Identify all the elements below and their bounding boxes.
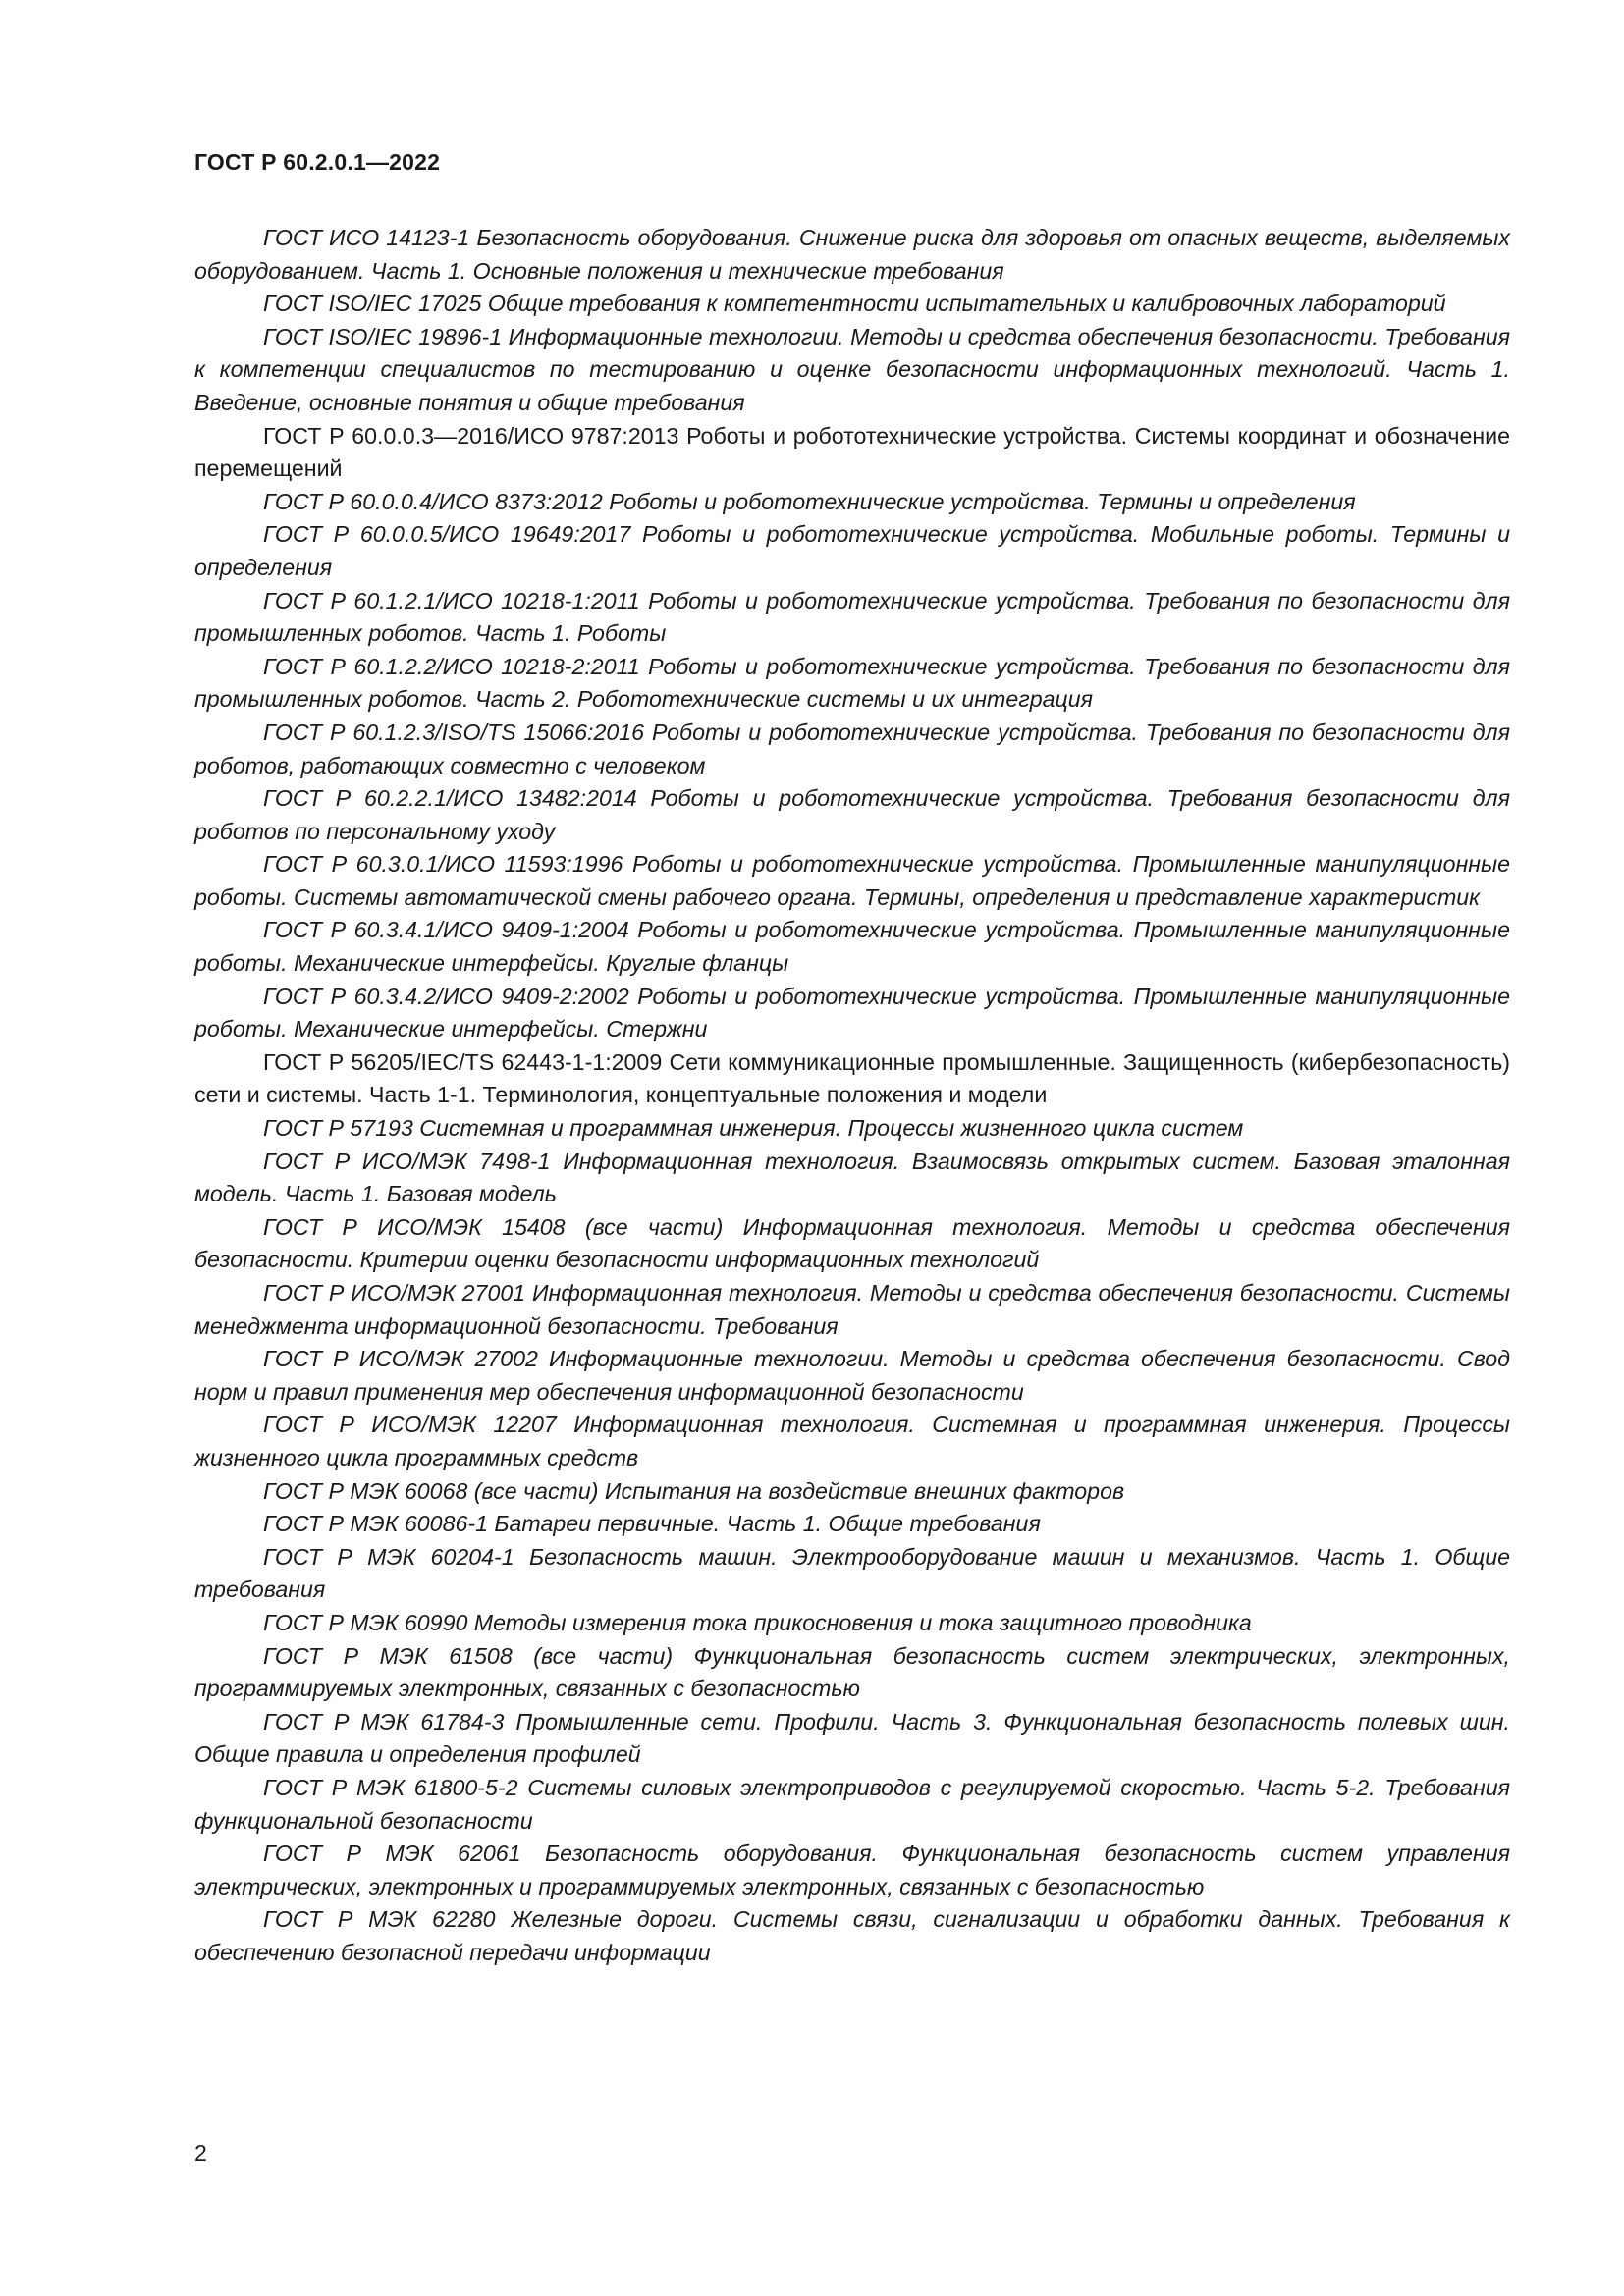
reference-entry: ГОСТ ИСО 14123-1 Безопасность оборудования. Снижение риска для здоровья от опасных веществ, выделяемых оборудованием. Часть 1. Основные положения и технические требования [194,225,1510,284]
reference-entry: ГОСТ Р ИСО/МЭК 7498-1 Информационная технология. Взаимосвязь открытых систем. Базовая эталонная модель. Часть 1. Базовая модель [194,1148,1510,1207]
normative-references-list [194,222,1510,1969]
reference-entry: ГОСТ Р 60.0.0.5/ИСО 19649:2017 Роботы и робототехнические устройства. Мобильные роботы. Термины и определения [194,521,1510,580]
reference-entry: ГОСТ Р ИСО/МЭК 12207 Информационная технология. Системная и программная инженерия. Процессы жизненного цикла программных средств [194,1412,1510,1470]
reference-entry: ГОСТ Р 60.1.2.1/ИСО 10218-1:2011 Роботы и робототехнические устройства. Требования по безопасности для промышленных роботов. Часть 1. Роботы [194,587,1510,647]
reference-entry: ГОСТ Р 56205/IEC/TS 62443-1-1:2009 Сети коммуникационные промышленные. Защищенность (кибербезопасность) сети и системы. Часть 1-1. Терминология, концептуальные положения и модели [194,1048,1510,1108]
reference-entry: ГОСТ Р 60.1.2.3/ISO/TS 15066:2016 Роботы и робототехнические устройства. Требования по безопасности для роботов, работающих совместно с человеком [194,719,1510,778]
reference-entry: ГОСТ Р ИСО/МЭК 27002 Информационные технологии. Методы и средства обеспечения безопасности. Свод норм и правил применения мер обеспечения информационной безопасности [194,1346,1510,1405]
reference-entry: ГОСТ Р МЭК 60990 Методы измерения тока прикосновения и тока защитного проводника [263,1609,1252,1635]
reference-entry: ГОСТ Р МЭК 60204-1 Безопасность машин. Электрооборудование машин и механизмов. Часть 1. Общие требования [194,1543,1510,1603]
reference-entry: ГОСТ ISO/IEC 19896-1 Информационные технологии. Методы и средства обеспечения безопасности. Требования к компетенции специалистов по тестированию и оценке безопасности информационных технологий. Часть 1. Введение, основные понятия и общие требования [194,323,1510,415]
reference-entry: ГОСТ Р 60.0.0.3—2016/ИСО 9787:2013 Роботы и робототехнические устройства. Системы координат и обозначение перемещений [194,422,1510,482]
reference-entry: ГОСТ Р МЭК 61800-5-2 Системы силовых электроприводов с регулируемой скоростью. Часть 5-2. Требования функциональной безопасности [194,1774,1510,1834]
page-number: 2 [194,2140,207,2165]
reference-entry: ГОСТ Р МЭК 61508 (все части) Функциональная безопасность систем электрических, электронных, программируемых электронных, связанных с безопасностью [194,1642,1510,1702]
reference-entry: ГОСТ Р ИСО/МЭК 15408 (все части) Информационная технология. Методы и средства обеспечения безопасности. Критерии оценки безопасности информационных технологий [194,1213,1510,1273]
reference-entry: ГОСТ Р 60.2.2.1/ИСО 13482:2014 Роботы и робототехнические устройства. Требования безопасности для роботов по персональному уходу [194,785,1510,844]
reference-entry: ГОСТ Р 60.0.0.4/ИСО 8373:2012 Роботы и робототехнические устройства. Термины и определения [263,488,1356,514]
reference-entry: ГОСТ Р 60.3.4.2/ИСО 9409-2:2002 Роботы и робототехнические устройства. Промышленные манипуляционные роботы. Механические интерфейсы. Стержни [194,983,1510,1042]
reference-entry: ГОСТ Р МЭК 62061 Безопасность оборудования. Функциональная безопасность систем управления электрических, электронных и программируемых электронных, связанных с безопасностью [194,1841,1510,1899]
reference-entry: ГОСТ ISO/IEC 17025 Общие требования к компетентности испытательных и калибровочных лабораторий [263,291,1446,317]
reference-entry: ГОСТ Р МЭК 62280 Железные дороги. Системы связи, сигнализации и обработки данных. Требования к обеспечению безопасной передачи информации [194,1906,1510,1965]
reference-entry: ГОСТ Р 57193 Системная и программная инженерия. Процессы жизненного цикла систем [263,1115,1244,1142]
document-header: ГОСТ Р 60.2.0.1—2022 [194,149,441,175]
reference-entry: ГОСТ Р МЭК 61784-3 Промышленные сети. Профили. Часть 3. Функциональная безопасность полевых шин. Общие правила и определения профилей [194,1708,1510,1768]
reference-entry: ГОСТ Р 60.3.0.1/ИСО 11593:1996 Роботы и робототехнические устройства. Промышленные манипуляционные роботы. Системы автоматической смены рабочего органа. Термины, определения и представление характеристик [194,851,1510,910]
reference-entry: ГОСТ Р ИСО/МЭК 27001 Информационная технология. Методы и средства обеспечения безопасности. Системы менеджмента информационной безопасности. Требования [194,1280,1510,1339]
reference-entry: ГОСТ Р МЭК 60086-1 Батареи первичные. Часть 1. Общие требования [263,1511,1041,1537]
reference-entry: ГОСТ Р 60.1.2.2/ИСО 10218-2:2011 Роботы и робототехнические устройства. Требования по безопасности для промышленных роботов. Часть 2. Робототехнические системы и их интеграция [194,653,1510,713]
reference-entry: ГОСТ Р 60.3.4.1/ИСО 9409-1:2004 Роботы и робототехнические устройства. Промышленные манипуляционные роботы. Механические интерфейсы. Круглые фланцы [194,917,1510,977]
reference-entry: ГОСТ Р МЭК 60068 (все части) Испытания на воздействие внешних факторов [263,1477,1125,1504]
